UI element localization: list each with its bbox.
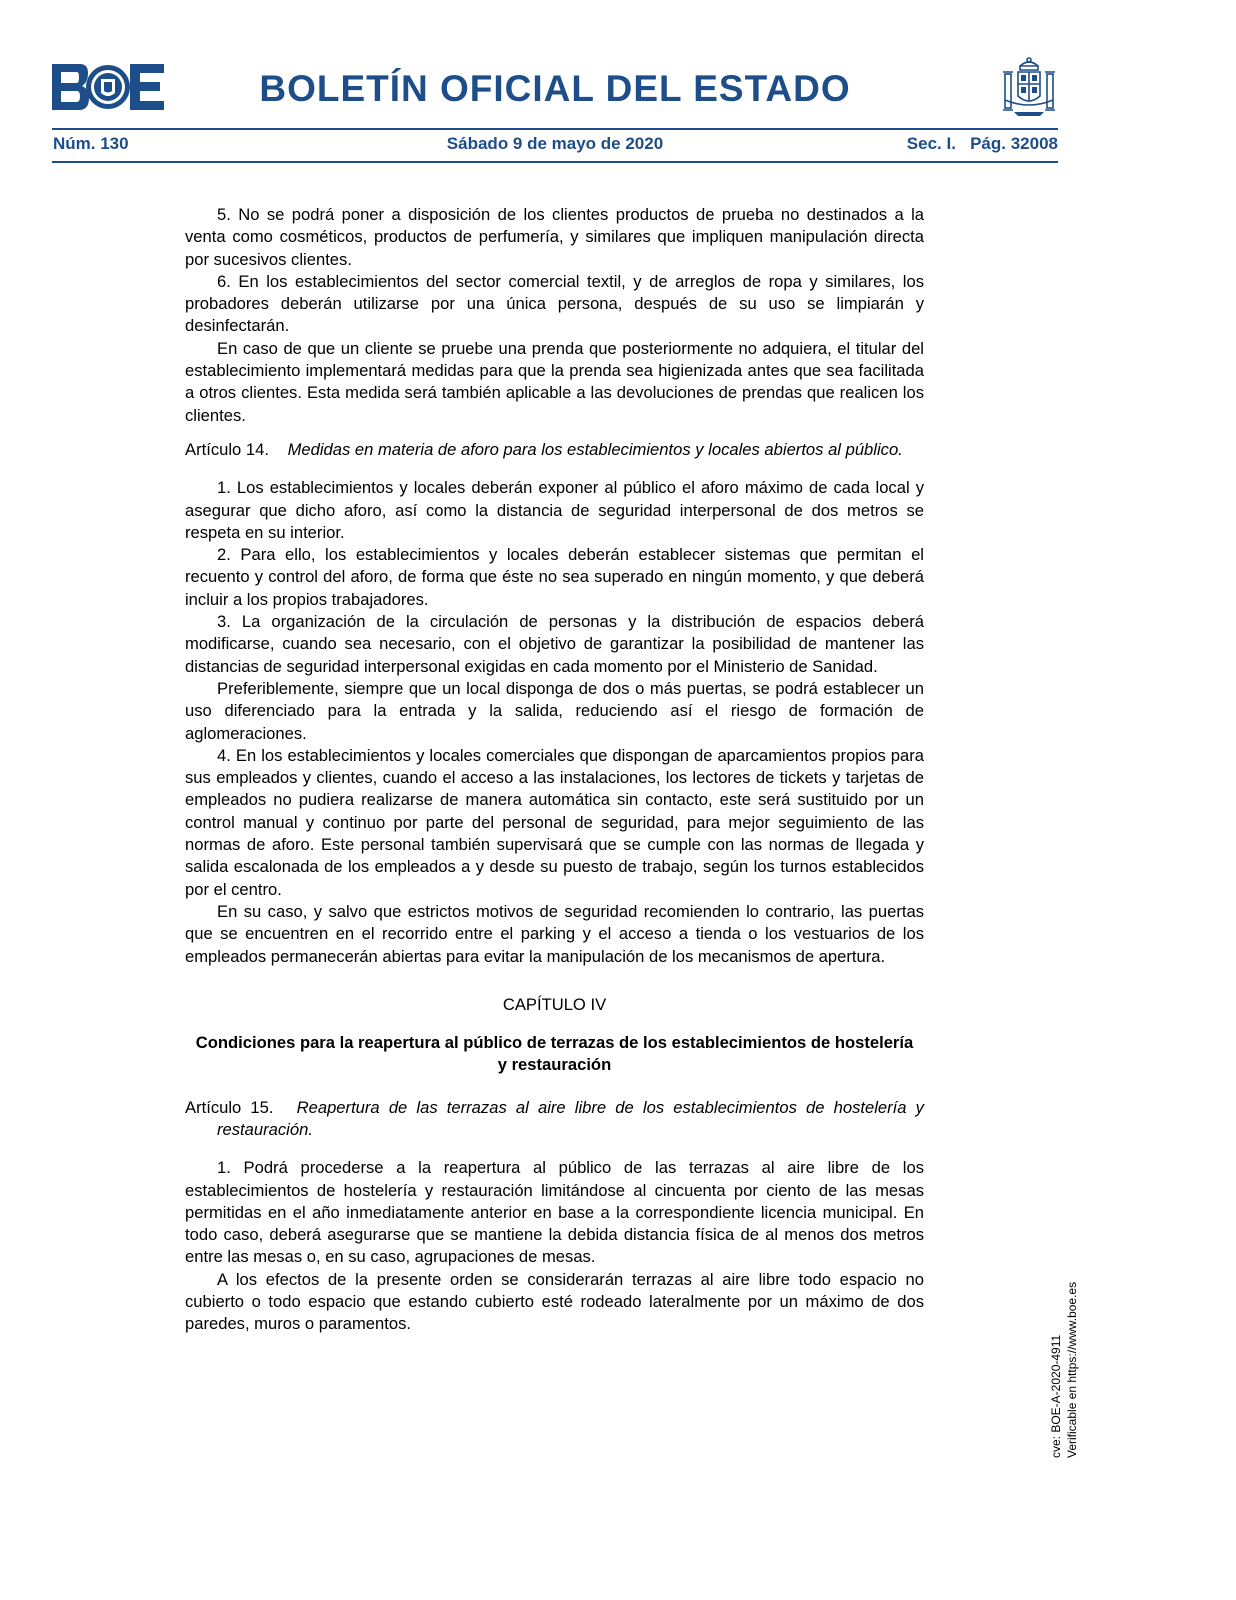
coat-of-arms-icon xyxy=(1000,56,1058,118)
cve-code: cve: BOE-A-2020-4911 xyxy=(1049,1334,1063,1458)
issue-date: Sábado 9 de mayo de 2020 xyxy=(446,134,664,153)
article-heading xyxy=(185,1097,924,1142)
cve-verification xyxy=(1048,1282,1080,1458)
paragraph: 5. No se podrá poner a disposición de los clientes productos de prueba no destinados a la venta como cosméticos, productos de perfumería, y similares que impliquen manipulación directa por sucesivos clientes. xyxy=(185,205,924,269)
document-body xyxy=(185,204,924,1336)
paragraph: 1. Podrá procederse a la reapertura al público de las terrazas al aire libre de los establecimientos de hostelería y restauración limitándose al cincuenta por ciento de las mesas permitidas en el año inmediatamente anterior en base a la correspondiente licencia municipal. En todo caso, deberá asegurarse que se mantiene la debida distancia física de al menos dos metros entre las mesas o, en su caso, agrupaciones de mesas. xyxy=(185,1158,924,1267)
article-title: Medidas en materia de aforo para los establecimientos y locales abiertos al público. xyxy=(287,439,903,459)
paragraph: En su caso, y salvo que estrictos motivos de seguridad recomienden lo contrario, las puertas que se encuentren en el recorrido entre el parking y el acceso a tienda o los vestuarios de los empleados permanecerán abiertas para evitar la manipulación de los mecanismos de apertura. xyxy=(185,901,924,966)
paragraph: Preferiblemente, siempre que un local disponga de dos o más puertas, se podrá establecer un uso diferenciado para la entrada y la salida, reduciendo así el riesgo de formación de aglomeraciones. xyxy=(185,678,924,743)
header-bottom-rule xyxy=(52,161,1058,163)
article-number: Artículo 15. xyxy=(185,1097,274,1117)
paragraph: 1. Los establecimientos y locales deberán exponer al público el aforo máximo de cada local y asegurar que dicho aforo, así como la distancia de seguridad interpersonal de dos metros se respeta en su interior. xyxy=(185,478,924,542)
article-heading xyxy=(185,439,924,461)
verify-link[interactable]: Verificable en https://www.boe.es xyxy=(1065,1281,1079,1458)
paragraph: A los efectos de la presente orden se considerarán terrazas al aire libre todo espacio no cubierto o todo espacio que estando cubierto esté rodeado lateralmente por un máximo de dos paredes, muros o paramentos. xyxy=(185,1269,924,1334)
paragraph: 2. Para ello, los establecimientos y locales deberán establecer sistemas que permitan el recuento y control del aforo, de forma que éste no sea superado en ningún momento, y que deberá incluir a los propios trabajadores. xyxy=(185,545,924,609)
chapter-title: Condiciones para la reapertura al público de terrazas de los establecimientos de hostelería y restauración xyxy=(195,1033,914,1075)
section-page: Sec. I. Pág. 32008 xyxy=(906,134,1058,153)
chapter-number: CAPÍTULO IV xyxy=(502,994,607,1014)
boe-logo xyxy=(52,64,164,110)
issue-number: Núm. 130 xyxy=(53,134,129,153)
paragraph: 4. En los establecimientos y locales comerciales que dispongan de aparcamientos propios para sus empleados y clientes, cuando el acceso a las instalaciones, los lectores de tickets y tarjetas de empleados no pudiera realizarse de manera automática sin contacto, este será sustituido por un control manual y continuo por parte del personal de seguridad, para mejor seguimiento de las normas de aforo. Este personal también supervisará que se cumple con las normas de llegada y salida escalonada de los empleados a y desde su puesto de trabajo, según los turnos establecidos por el centro. xyxy=(185,745,924,899)
article-number: Artículo 14. xyxy=(185,439,269,459)
header-top-rule xyxy=(52,128,1058,130)
paragraph: 6. En los establecimientos del sector comercial textil, y de arreglos de ropa y similares, los probadores deberán utilizarse por una única persona, después de su uso se limpiarán y desinfectarán. xyxy=(185,271,924,336)
paragraph: En caso de que un cliente se pruebe una prenda que posteriormente no adquiera, el titular del establecimiento implementará medidas para que la prenda sea higienizada antes que sea facilitada a otros clientes. Esta medida será también aplicable a las devoluciones de prendas que realicen los clientes. xyxy=(185,338,924,425)
masthead-title: BOLETÍN OFICIAL DEL ESTADO xyxy=(259,68,851,109)
article-title: Reapertura de las terrazas al aire libre de los establecimientos de hostelería y restauración. xyxy=(217,1097,924,1139)
paragraph: 3. La organización de la circulación de personas y la distribución de espacios deberá modificarse, cuando sea necesario, con el objetivo de garantizar la posibilidad de mantener las distancias de seguridad interpersonal exigidas en cada momento por el Ministerio de Sanidad. xyxy=(185,612,924,676)
